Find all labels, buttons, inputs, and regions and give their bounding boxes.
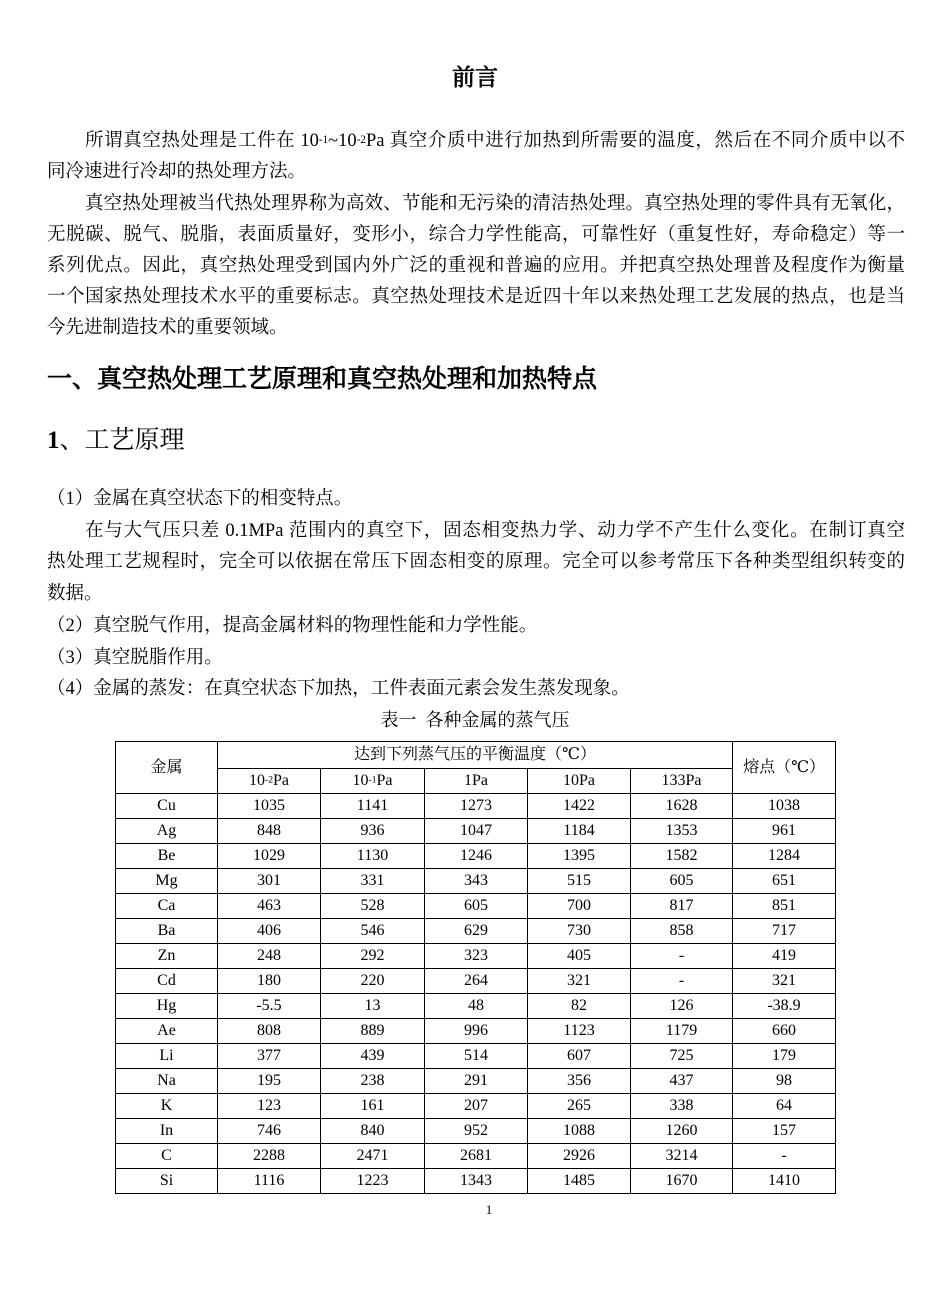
table-row [116,794,836,819]
melting-point-cell: 1410 [733,1169,836,1194]
paragraph-line: 数据。 [47,584,103,605]
temperature-cell: 126 [631,994,733,1019]
table-row [116,919,836,944]
temperature-cell: 1029 [218,844,321,869]
table-row [116,869,836,894]
metal-cell: Li [116,1044,218,1069]
subsection-heading [47,425,185,457]
melting-point-cell: 1038 [733,794,836,819]
temperature-cell: 1184 [528,819,631,844]
temperature-cell: 515 [528,869,631,894]
temperature-cell: 1123 [528,1019,631,1044]
temperature-cell: 377 [218,1044,321,1069]
vapor-pressure-table [115,741,836,1194]
paragraph-line: 在与大气压只差 0.1MPa 范围内的真空下，固态相变热力学、动力学不产生什么变化。在制订真空 [85,520,905,541]
temperature-cell: 2926 [528,1144,631,1169]
temperature-cell: 1035 [218,794,321,819]
melting-point-cell: 660 [733,1019,836,1044]
temperature-cell: 1116 [218,1169,321,1194]
pressure-unit: Pa [685,772,702,790]
temperature-cell: 1179 [631,1019,733,1044]
subsection-number: 1 [47,427,60,454]
metal-cell: Ca [116,894,218,919]
text-segment: Pa 真空介质中进行加热到所需要的温度，然后在不同介质中以不 [365,131,905,151]
melting-point-cell: 321 [733,969,836,994]
pressure-header [528,769,631,794]
table-row [116,819,836,844]
temperature-cell: 1223 [321,1169,425,1194]
paragraph-line: 今先进制造技术的重要领域。 [47,318,288,338]
temperature-cell: 291 [425,1069,528,1094]
table-row [116,1119,836,1144]
metal-cell: Zn [116,944,218,969]
pressure-base: 10 [352,772,369,790]
temperature-cell: 1582 [631,844,733,869]
intro-paragraph-2 [47,189,905,344]
metal-cell: In [116,1119,218,1144]
metal-cell: Ae [116,1019,218,1044]
metal-cell: Cu [116,794,218,819]
list-item: （2）真空脱气作用，提高金属材料的物理性能和力学性能。 [47,615,538,636]
melting-point-cell: -38.9 [733,994,836,1019]
temperature-cell: 1670 [631,1169,733,1194]
paragraph-line: 真空热处理被当代热处理界称为高效、节能和无污染的清洁热处理。真空热处理的零件具有无氧化， [85,194,905,214]
pressure-unit: Pa [579,772,595,790]
melting-point-cell: 961 [733,819,836,844]
pressure-header [425,769,528,794]
temperature-cell: 996 [425,1019,528,1044]
pressure-header [218,769,321,794]
temperature-cell: 180 [218,969,321,994]
text-segment: 所谓真空热处理是工件在 10 [85,131,319,151]
pressure-base: 10 [563,772,579,790]
page-title: 前言 [452,65,498,91]
temperature-cell: 936 [321,819,425,844]
temperature-cell: 323 [425,944,528,969]
temperature-cell: 161 [321,1094,425,1119]
melting-point-cell: 1284 [733,844,836,869]
metal-cell: Ba [116,919,218,944]
temperature-cell: 605 [631,869,733,894]
temperature-cell: - [631,969,733,994]
temperature-cell: 2471 [321,1144,425,1169]
table-row [116,1019,836,1044]
list-item: （4）金属的蒸发：在真空状态下加热，工件表面元素会发生蒸发现象。 [47,679,630,700]
temperature-cell: 700 [528,894,631,919]
temperature-cell: 321 [528,969,631,994]
melting-point-cell: 64 [733,1094,836,1119]
intro-paragraph-1 [47,126,905,188]
temperature-cell: 3214 [631,1144,733,1169]
temperature-cell: 1353 [631,819,733,844]
temperature-cell: 725 [631,1044,733,1069]
pressure-header [631,769,733,794]
temperature-cell: 331 [321,869,425,894]
list-item: （3）真空脱脂作用。 [47,647,223,668]
temperature-cell: 1343 [425,1169,528,1194]
melting-point-cell: 651 [733,869,836,894]
temperature-cell: -5.5 [218,994,321,1019]
table-row [116,994,836,1019]
temperature-cell: 848 [218,819,321,844]
table-caption: 表一 各种金属的蒸气压 [380,710,570,730]
temperature-cell: 817 [631,894,733,919]
table-row [116,844,836,869]
temperature-cell: - [631,944,733,969]
temperature-cell: 1628 [631,794,733,819]
metal-cell: Na [116,1069,218,1094]
temperature-cell: 629 [425,919,528,944]
subsection-body [47,484,905,706]
temperature-cell: 546 [321,919,425,944]
temperature-cell: 463 [218,894,321,919]
text-segment: ~10 [328,131,357,151]
paragraph-line [47,126,905,157]
melting-point-cell: 717 [733,919,836,944]
temperature-cell: 605 [425,894,528,919]
temperature-cell: 1088 [528,1119,631,1144]
temperature-cell: 338 [631,1094,733,1119]
temperature-cell: 13 [321,994,425,1019]
melting-point-cell: 179 [733,1044,836,1069]
temperature-cell: 220 [321,969,425,994]
temperature-cell: 264 [425,969,528,994]
melting-point-cell: - [733,1144,836,1169]
exponent: -2 [356,134,366,147]
temperature-cell: 2288 [218,1144,321,1169]
list-item: （1）金属在真空状态下的相变特点。 [47,489,353,509]
temperature-cell: 1422 [528,794,631,819]
paragraph-line: 系列优点。因此，真空热处理受到国内外广泛的重视和普遍的应用。并把真空热处理普及程度作为衡量 [47,256,905,276]
temperature-cell: 301 [218,869,321,894]
table-subheader-row [116,769,836,794]
pressure-unit: Pa [472,772,488,790]
pressure-unit: Pa [376,772,393,790]
pressure-header [321,769,425,794]
temperature-cell: 1273 [425,794,528,819]
temperature-cell: 1141 [321,794,425,819]
temperature-cell: 123 [218,1094,321,1119]
temperature-cell: 2681 [425,1144,528,1169]
table-header-row [116,742,836,769]
temperature-cell: 746 [218,1119,321,1144]
table-row [116,944,836,969]
temperature-cell: 952 [425,1119,528,1144]
table-row [116,894,836,919]
temperature-cell: 1395 [528,844,631,869]
temperature-cell: 265 [528,1094,631,1119]
table-body [116,794,836,1194]
metal-cell: Si [116,1169,218,1194]
temperature-cell: 528 [321,894,425,919]
table-row [116,1094,836,1119]
temperature-cell: 1246 [425,844,528,869]
pressure-base: 133 [661,772,686,790]
temperature-cell: 889 [321,1019,425,1044]
section-heading: 一、真空热处理工艺原理和真空热处理和加热特点 [47,364,598,393]
temperature-cell: 195 [218,1069,321,1094]
temperature-cell: 808 [218,1019,321,1044]
temperature-cell: 437 [631,1069,733,1094]
pressure-base: 1 [464,772,472,790]
temperature-cell: 48 [425,994,528,1019]
exponent: -2 [265,774,273,786]
temperature-cell: 207 [425,1094,528,1119]
metal-cell: C [116,1144,218,1169]
temperature-cell: 1485 [528,1169,631,1194]
paragraph-line: 无脱碳、脱气、脱脂，表面质量好，变形小，综合力学性能高，可靠性好（重复性好，寿命稳定）等一 [47,225,905,245]
paragraph-line: 同冷速进行冷却的热处理方法。 [47,162,307,182]
melting-point-cell: 851 [733,894,836,919]
paragraph-line: 一个国家热处理技术水平的重要标志。真空热处理技术是近四十年以来热处理工艺发展的热点，也是当 [47,287,905,307]
exponent: -1 [368,774,377,786]
temperature-cell: 292 [321,944,425,969]
melting-point-cell: 157 [733,1119,836,1144]
temperature-cell: 840 [321,1119,425,1144]
table-row [116,1169,836,1194]
metal-cell: Mg [116,869,218,894]
temperature-cell: 406 [218,919,321,944]
metal-cell: Be [116,844,218,869]
temperature-cell: 1130 [321,844,425,869]
temperature-cell: 405 [528,944,631,969]
table-row [116,1044,836,1069]
metal-cell: K [116,1094,218,1119]
temperature-cell: 248 [218,944,321,969]
temperature-cell: 82 [528,994,631,1019]
temperature-cell: 858 [631,919,733,944]
melting-point-cell: 419 [733,944,836,969]
table-row [116,969,836,994]
temperature-cell: 238 [321,1069,425,1094]
temperature-cell: 343 [425,869,528,894]
table-row [116,1069,836,1094]
metal-cell: Ag [116,819,218,844]
pressure-base: 10 [249,772,265,790]
temperature-cell: 1260 [631,1119,733,1144]
pressure-unit: Pa [273,772,289,790]
page-number: 1 [485,1202,493,1217]
paragraph-line: 热处理工艺规程时，完全可以依据在常压下固态相变的原理。完全可以参考常压下各种类型组织转变的 [47,552,905,573]
temperature-cell: 356 [528,1069,631,1094]
subsection-title: 、工艺原理 [59,427,185,454]
temperature-cell: 514 [425,1044,528,1069]
metal-cell: Hg [116,994,218,1019]
melting-point-header: 熔点（℃） [733,742,836,794]
metal-cell: Cd [116,969,218,994]
exponent: -1 [318,134,329,147]
temperature-cell: 439 [321,1044,425,1069]
melting-point-cell: 98 [733,1069,836,1094]
temperature-group-header: 达到下列蒸气压的平衡温度（℃） [218,742,733,769]
metal-header: 金属 [116,742,218,794]
temperature-cell: 607 [528,1044,631,1069]
temperature-cell: 730 [528,919,631,944]
table-row [116,1144,836,1169]
temperature-cell: 1047 [425,819,528,844]
